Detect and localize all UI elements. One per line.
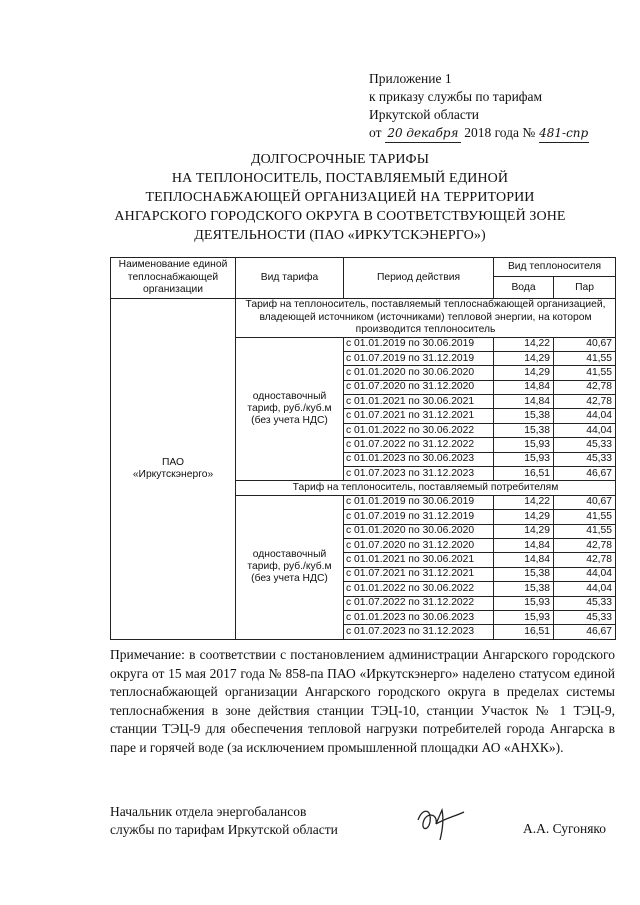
annex-order-ref: к приказу службы по тарифам <box>369 89 543 104</box>
title-line: ДОЛГОСРОЧНЫЕ ТАРИФЫ <box>250 152 430 167</box>
steam-cell: 46,67 <box>554 625 616 639</box>
tariff-type-line: одноставочный <box>252 549 327 561</box>
annex-date-line <box>369 124 589 143</box>
org-name-line: «Иркутскэнерго» <box>132 468 214 480</box>
tariff-table <box>110 257 616 640</box>
period-cell: с 01.07.2021 по 31.12.2021 <box>344 409 494 423</box>
steam-cell: 41,55 <box>554 366 616 380</box>
annex-region: Иркутской области <box>369 107 480 122</box>
steam-cell: 45,33 <box>554 452 616 466</box>
org-name-line: ПАО <box>161 456 185 468</box>
header-steam: Пар <box>554 277 616 299</box>
title-line: ТЕПЛОСНАБЖАЮЩЕЙ ОРГАНИЗАЦИЕЙ НА ТЕРРИТОРИИ <box>145 190 535 205</box>
tariff-type-cell <box>236 337 344 481</box>
note-paragraph: Примечание: в соответствии с постановлением администрации Ангарского городского округа от 15 мая 2017 года № 858-па ПАО «Иркутскэнерго» наделено статусом единой теплоснабжающей организации Ангарского городского округа в пределах системы теплоснабжения в зоне действия станции ТЭЦ-10, станции Участок № 1 ТЭЦ-9, станции ТЭЦ-9 для обеспечения тепловой нагрузки потребителей города Ангарска в паре и горячей воде (за исключением промышленной площадки АО «АНХК»). <box>110 647 615 755</box>
handwritten-number: 481-спр <box>539 124 589 143</box>
tariff-type-line: тариф, руб./куб.м <box>247 561 332 573</box>
steam-cell: 45,33 <box>554 438 616 452</box>
section-header-1: Тариф на теплоноситель, поставляемый теплоснабжающей организацией, владеющей источником (источниками) тепловой энергии, на котором производится теплоноситель <box>236 299 616 338</box>
date-prefix: от <box>369 125 382 140</box>
steam-cell: 41,55 <box>554 351 616 365</box>
tariff-type-line: (без учета НДС) <box>251 573 328 585</box>
water-cell: 15,38 <box>494 567 554 581</box>
period-cell: с 01.07.2023 по 31.12.2023 <box>344 625 494 639</box>
handwritten-date: 20 декабря <box>385 124 461 143</box>
period-cell: с 01.01.2022 по 30.06.2022 <box>344 423 494 437</box>
tariff-type-cell <box>236 495 344 639</box>
period-cell: с 01.01.2020 по 30.06.2020 <box>344 366 494 380</box>
water-cell: 14,84 <box>494 395 554 409</box>
water-cell: 14,84 <box>494 380 554 394</box>
water-cell: 16,51 <box>494 625 554 639</box>
period-cell: с 01.01.2023 по 30.06.2023 <box>344 610 494 624</box>
steam-cell: 44,04 <box>554 567 616 581</box>
position-line: Начальник отдела энергобалансов <box>110 804 307 819</box>
period-cell: с 01.07.2019 по 31.12.2019 <box>344 351 494 365</box>
period-cell: с 01.07.2021 по 31.12.2021 <box>344 567 494 581</box>
steam-cell: 46,67 <box>554 467 616 481</box>
steam-cell: 45,33 <box>554 610 616 624</box>
period-cell: с 01.01.2023 по 30.06.2023 <box>344 452 494 466</box>
water-cell: 15,38 <box>494 423 554 437</box>
title-line: АНГАРСКОГО ГОРОДСКОГО ОКРУГА В СООТВЕТСТВУЮЩЕЙ ЗОНЕ <box>114 209 566 224</box>
water-cell: 14,29 <box>494 524 554 538</box>
period-cell: с 01.01.2019 по 30.06.2019 <box>344 495 494 509</box>
annex-header <box>369 70 589 143</box>
water-cell: 14,29 <box>494 366 554 380</box>
tariff-type-line: тариф, руб./куб.м <box>247 402 332 414</box>
period-cell: с 01.07.2022 по 31.12.2022 <box>344 596 494 610</box>
signatory-name: А.А. Сугоняко <box>523 821 607 836</box>
steam-cell: 41,55 <box>554 524 616 538</box>
water-cell: 14,22 <box>494 495 554 509</box>
section-header-2: Тариф на теплоноситель, поставляемый потребителям <box>236 481 616 495</box>
water-cell: 15,38 <box>494 409 554 423</box>
signature-position <box>110 803 338 839</box>
water-cell: 14,84 <box>494 538 554 552</box>
steam-cell: 42,78 <box>554 553 616 567</box>
steam-cell: 42,78 <box>554 380 616 394</box>
water-cell: 14,84 <box>494 553 554 567</box>
water-cell: 14,29 <box>494 351 554 365</box>
title-line: НА ТЕПЛОНОСИТЕЛЬ, ПОСТАВЛЯЕМЫЙ ЕДИНОЙ <box>171 171 509 186</box>
period-cell: с 01.01.2022 по 30.06.2022 <box>344 582 494 596</box>
annex-title: Приложение 1 <box>369 71 452 86</box>
water-cell: 15,93 <box>494 610 554 624</box>
title-line: ДЕЯТЕЛЬНОСТИ (ПАО «ИРКУТСКЭНЕРГО») <box>194 228 486 243</box>
position-line: службы по тарифам Иркутской области <box>110 822 338 837</box>
handwritten-signature <box>412 800 472 845</box>
steam-cell: 44,04 <box>554 423 616 437</box>
header-water: Вода <box>494 277 554 299</box>
period-cell: с 01.01.2021 по 30.06.2021 <box>344 395 494 409</box>
tariff-type-line: одноставочный <box>252 390 327 402</box>
period-cell: с 01.01.2019 по 30.06.2019 <box>344 337 494 351</box>
header-org: Наименование единой теплоснабжающей организации <box>111 258 236 299</box>
water-cell: 14,29 <box>494 510 554 524</box>
steam-cell: 42,78 <box>554 395 616 409</box>
steam-cell: 44,04 <box>554 409 616 423</box>
steam-cell: 40,67 <box>554 337 616 351</box>
water-cell: 15,93 <box>494 438 554 452</box>
steam-cell: 42,78 <box>554 538 616 552</box>
header-tariff-type: Вид тарифа <box>236 258 344 299</box>
header-period: Период действия <box>344 258 494 299</box>
water-cell: 14,22 <box>494 337 554 351</box>
tariff-type-line: (без учета НДС) <box>251 414 328 426</box>
steam-cell: 45,33 <box>554 596 616 610</box>
steam-cell: 44,04 <box>554 582 616 596</box>
water-cell: 16,51 <box>494 467 554 481</box>
period-cell: с 01.01.2020 по 30.06.2020 <box>344 524 494 538</box>
period-cell: с 01.07.2020 по 31.12.2020 <box>344 538 494 552</box>
water-cell: 15,38 <box>494 582 554 596</box>
org-name-cell <box>111 299 236 640</box>
water-cell: 15,93 <box>494 452 554 466</box>
water-cell: 15,93 <box>494 596 554 610</box>
period-cell: с 01.07.2019 по 31.12.2019 <box>344 510 494 524</box>
header-carrier: Вид теплоносителя <box>494 258 616 277</box>
period-cell: с 01.01.2021 по 30.06.2021 <box>344 553 494 567</box>
period-cell: с 01.07.2023 по 31.12.2023 <box>344 467 494 481</box>
document-title <box>60 150 620 245</box>
steam-cell: 41,55 <box>554 510 616 524</box>
steam-cell: 40,67 <box>554 495 616 509</box>
date-year: 2018 года № <box>464 125 536 140</box>
period-cell: с 01.07.2022 по 31.12.2022 <box>344 438 494 452</box>
period-cell: с 01.07.2020 по 31.12.2020 <box>344 380 494 394</box>
